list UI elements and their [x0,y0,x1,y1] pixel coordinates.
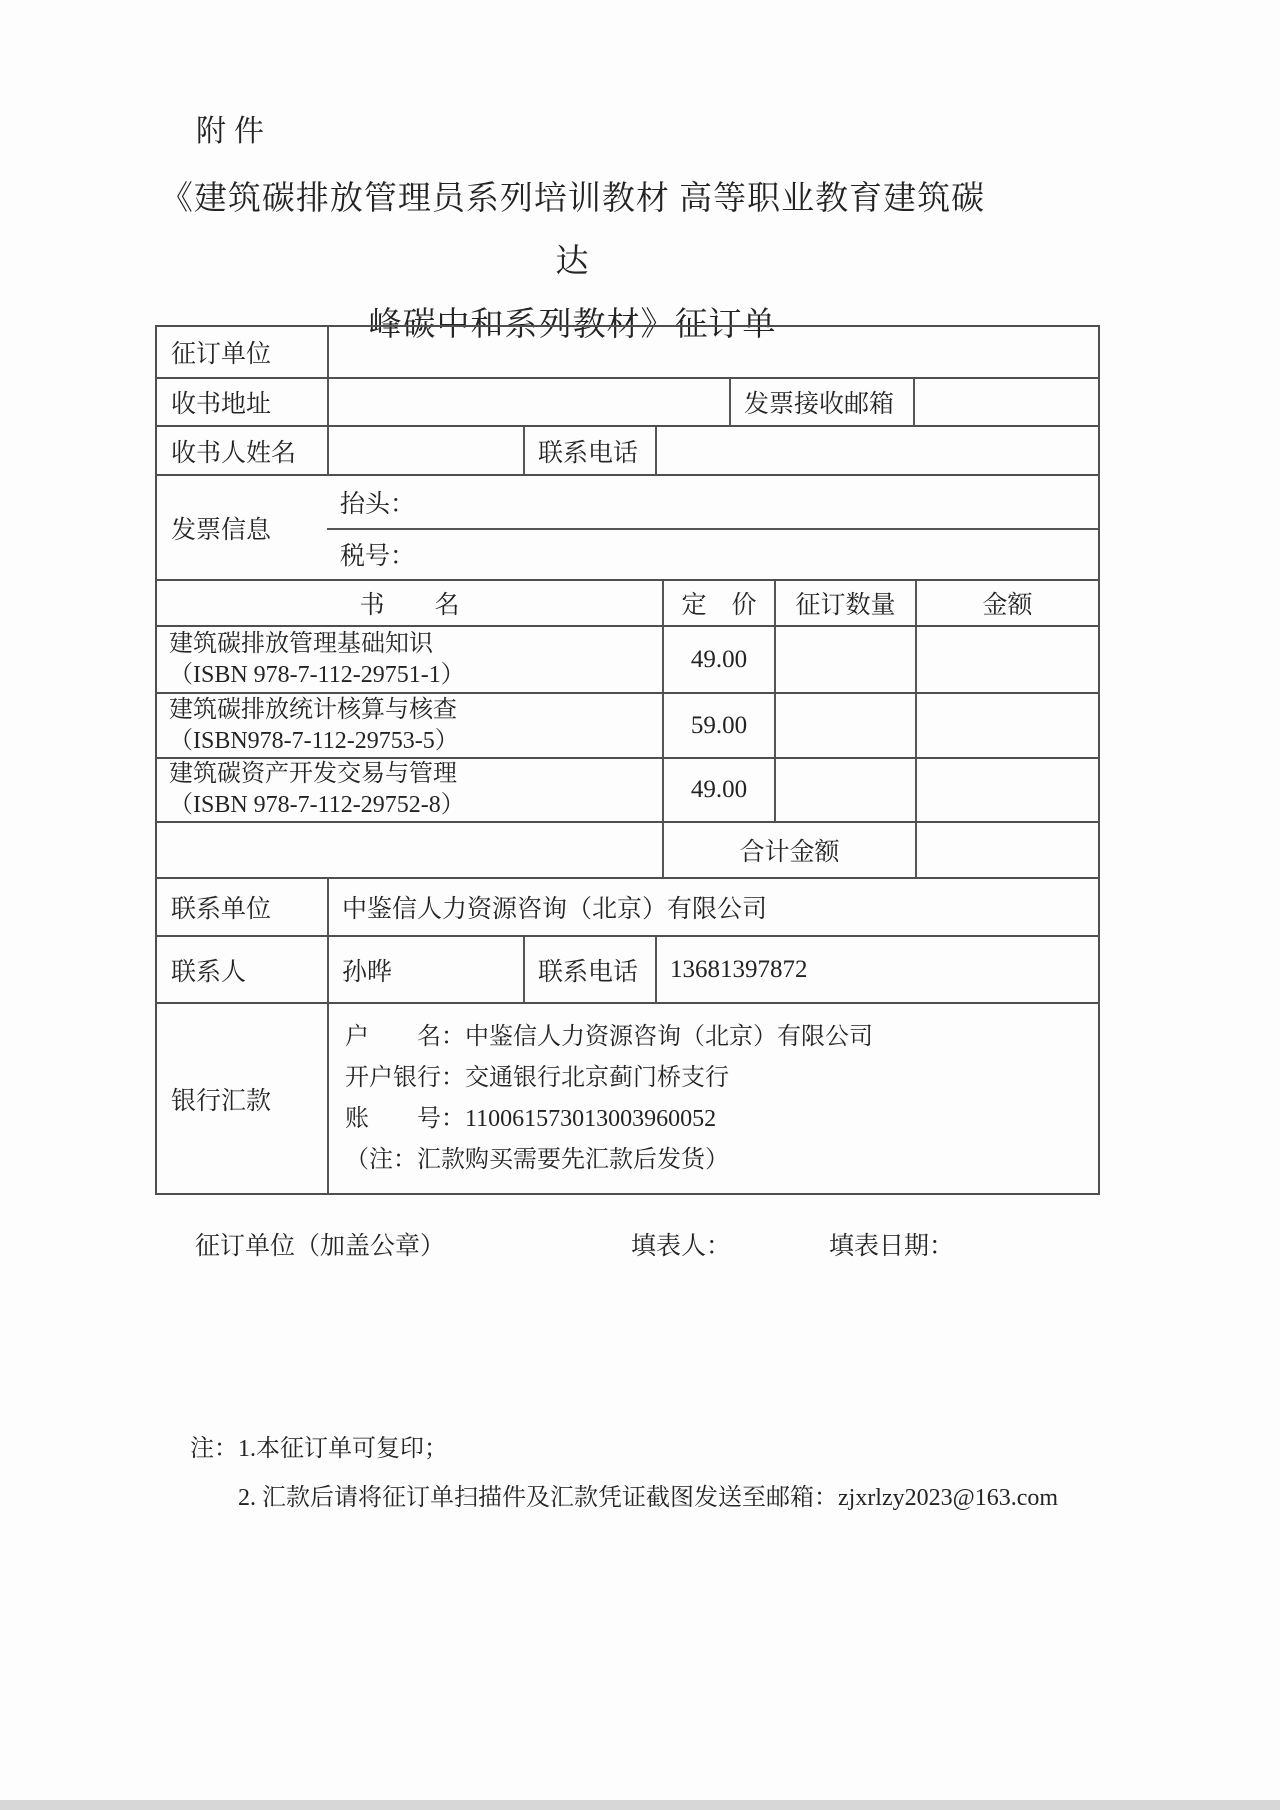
total-blank-cell [157,823,662,877]
contact-phone-label: 联系电话 [523,937,655,1002]
contact-unit-value: 中鉴信人力资源咨询（北京）有限公司 [327,879,1098,935]
row-contact-unit [157,877,1098,935]
date-label: 填表日期： [829,1233,955,1260]
book-1-amount-cell [915,627,1098,692]
row-recipient [157,425,1098,474]
bank-details [327,1004,1098,1193]
header-book-name: 书 名 [359,592,460,619]
bank-account-number: 账 号：110061573013003960052 [345,1105,717,1132]
bank-label: 银行汇款 [171,1087,272,1115]
bank-note: （注：汇款购买需要先汇款后发货） [345,1146,729,1173]
recipient-label: 收书人姓名 [171,439,297,467]
filler-label: 填表人： [631,1233,732,1260]
book-1-isbn: （ISBN 978-7-112-29751-1） [169,661,465,688]
recipient-phone-label: 联系电话 [523,427,655,474]
invoice-tax-label: 税号： [327,528,1098,579]
note-line-2: 2. 汇款后请将征订单扫描件及汇款凭证截图发送至邮箱：zjxrlzy2023@163.com [238,1485,1059,1511]
book-1-title: 建筑碳排放管理基础知识 [169,630,433,657]
bank-name: 开户银行：交通银行北京蓟门桥支行 [345,1064,729,1091]
header-price: 定 价 [662,581,774,625]
book-3-qty-cell [774,759,915,821]
contact-person-value: 孙晔 [327,937,523,1002]
attachment-label: 附件 [196,115,272,148]
invoice-email-value-cell [913,379,1098,425]
page-bottom-edge [0,1800,1280,1810]
row-book-2 [157,692,1098,757]
row-book-1 [157,625,1098,692]
total-label: 合计金额 [662,823,915,877]
book-3-isbn: （ISBN 978-7-112-29752-8） [169,792,465,818]
order-form-table [155,325,1100,1195]
row-book-3 [157,757,1098,821]
book-2-name-cell [157,694,662,757]
recipient-phone-value-cell [655,427,1098,474]
row-address [157,377,1098,425]
bank-account-name: 户 名：中鉴信人力资源咨询（北京）有限公司 [345,1023,873,1050]
address-value-cell [327,379,729,425]
row-total [157,821,1098,877]
total-amount-cell [915,823,1098,877]
book-3-name-cell [157,759,662,821]
order-unit-label: 征订单位 [171,341,272,368]
header-amount: 金额 [915,581,1098,625]
book-2-isbn: （ISBN978-7-112-29753-5） [169,727,459,754]
book-2-price: 59.00 [662,694,774,757]
book-1-price: 49.00 [662,627,774,692]
row-invoice-info [157,474,1098,579]
stamp-label: 征订单位（加盖公章） [195,1233,446,1260]
address-label: 收书地址 [171,391,272,418]
invoice-info-label: 发票信息 [171,516,272,544]
contact-phone-value: 13681397872 [655,937,1098,1002]
book-2-title: 建筑碳排放统计核算与核查 [169,696,457,723]
contact-person-label: 联系人 [171,958,247,986]
book-2-qty-cell [774,694,915,757]
invoice-title-label: 抬头： [340,490,416,518]
row-book-header [157,579,1098,625]
order-unit-value-cell [327,327,1098,377]
recipient-value-cell [327,427,523,474]
book-2-amount-cell [915,694,1098,757]
header-qty: 征订数量 [774,581,915,625]
invoice-info-fields [327,476,1098,579]
invoice-email-label: 发票接收邮箱 [729,379,913,425]
book-1-qty-cell [774,627,915,692]
book-1-name-cell [157,627,662,692]
title-line-2: 峰碳中和系列教材》征订单 [368,307,777,343]
book-3-title: 建筑碳资产开发交易与管理 [169,761,457,787]
title-line-1: 《建筑碳排放管理员系列培训教材 高等职业教育建筑碳达 [159,181,986,280]
row-contact-person [157,935,1098,1002]
note-line-1: 注：1.本征订单可复印； [190,1436,448,1462]
book-3-price: 49.00 [662,759,774,821]
book-3-amount-cell [915,759,1098,821]
row-order-unit [157,327,1098,377]
contact-unit-label: 联系单位 [171,896,272,923]
row-bank [157,1002,1098,1193]
